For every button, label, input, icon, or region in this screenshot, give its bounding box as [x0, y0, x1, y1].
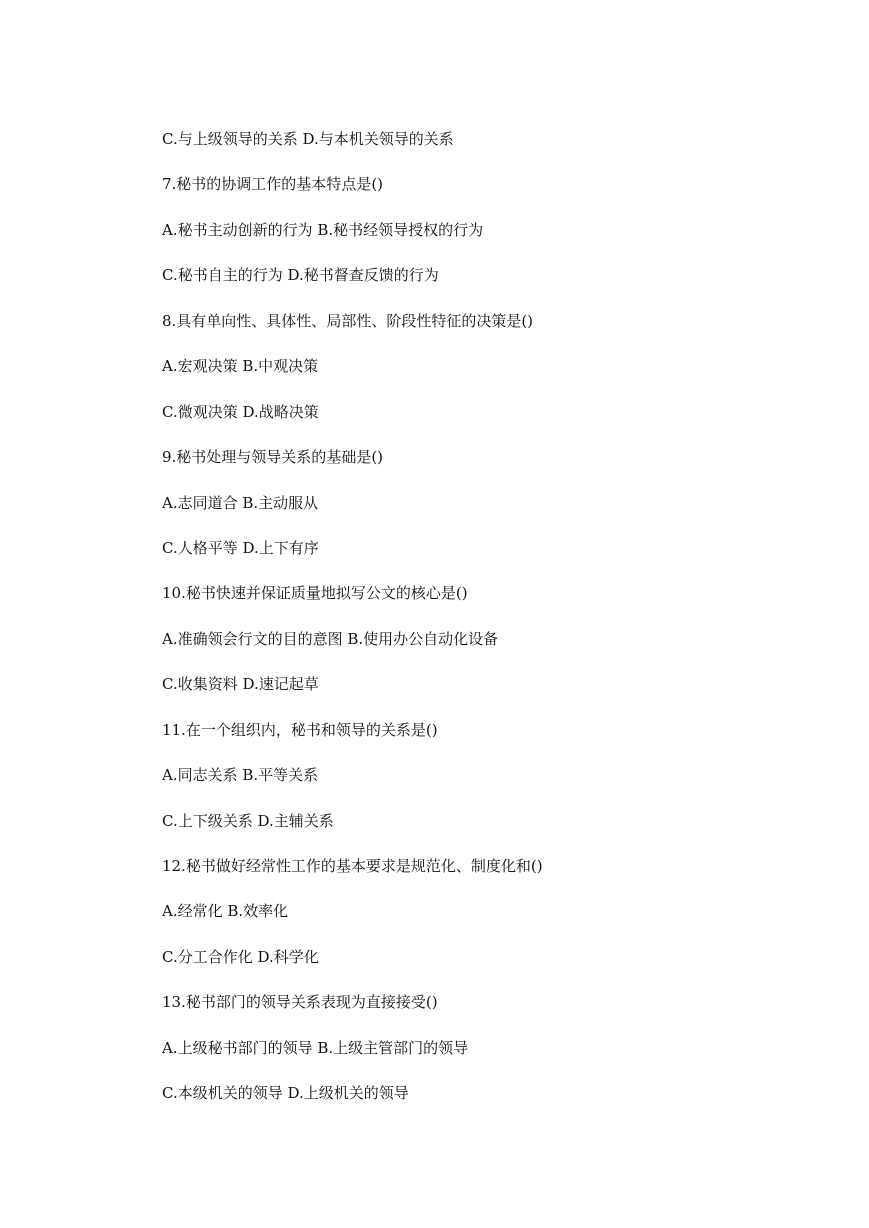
option-line: C.收集资料 D.速记起草	[162, 675, 319, 694]
question-line: 7.秘书的协调工作的基本特点是()	[162, 175, 384, 194]
question-line: 13.秘书部门的领导关系表现为直接接受()	[162, 993, 438, 1012]
option-line: C.人格平等 D.上下有序	[162, 538, 319, 557]
option-line: A.宏观决策 B.中观决策	[162, 357, 319, 376]
option-line: C.分工合作化 D.科学化	[162, 947, 319, 966]
question-line: 11.在一个组织内，秘书和领导的关系是()	[162, 720, 438, 739]
option-line: C.上下级关系 D.主辅关系	[162, 811, 334, 830]
option-line: C.秘书自主的行为 D.秘书督查反馈的行为	[162, 266, 439, 285]
question-line: 12.秘书做好经常性工作的基本要求是规范化、制度化和()	[162, 857, 543, 875]
option-line: C.与上级领导的关系 D.与本机关领导的关系	[162, 130, 454, 148]
option-line: A.经常化 B.效率化	[162, 902, 289, 921]
option-line: A.志同道合 B.主动服从	[162, 493, 319, 512]
question-list	[162, 126, 822, 1126]
option-line: C.本级机关的领导 D.上级机关的领导	[162, 1084, 409, 1103]
option-line: A.准确领会行文的目的意图 B.使用办公自动化设备	[162, 629, 499, 648]
option-line: A.上级秘书部门的领导 B.上级主管部门的领导	[162, 1038, 469, 1057]
option-line: A.秘书主动创新的行为 B.秘书经领导授权的行为	[162, 220, 484, 239]
option-line: C.微观决策 D.战略决策	[162, 402, 319, 421]
option-line: A.同志关系 B.平等关系	[162, 766, 319, 785]
question-line: 9.秘书处理与领导关系的基础是()	[162, 448, 384, 467]
question-line: 8.具有单向性、具体性、局部性、阶段性特征的决策是()	[162, 311, 534, 330]
question-line: 10.秘书快速并保证质量地拟写公文的核心是()	[162, 584, 468, 603]
